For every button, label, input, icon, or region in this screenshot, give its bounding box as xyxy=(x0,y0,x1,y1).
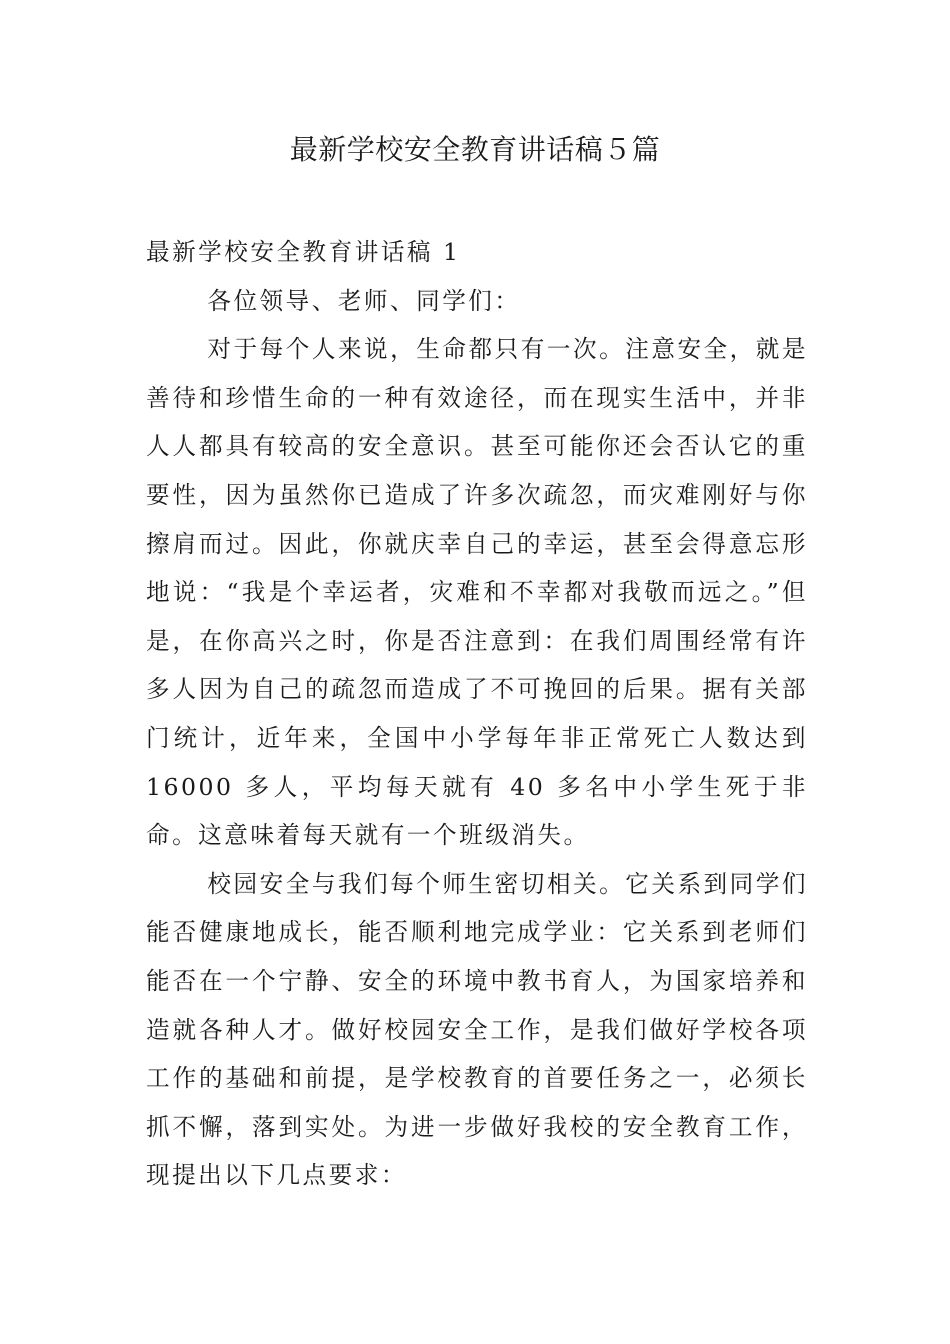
paragraph-2: 校园安全与我们每个师生密切相关。它关系到同学们能否健康地成长，能否顺利地完成学业：它关系到老师们能否在一个宁静、安全的环境中教书育人，为国家培养和造就各种人才。做好校园安全工作，是我们做好学校各项工作的基础和前提，是学校教育的首要任务之一，必须长抓不懈，落到实处。为进一步做好我校的安全教育工作，现提出以下几点要求： xyxy=(146,869,808,1190)
document-body xyxy=(146,228,808,1200)
salutation: 各位领导、老师、同学们： xyxy=(207,286,521,315)
paragraph-1: 对于每个人来说，生命都只有一次。注意安全，就是善待和珍惜生命的一种有效途径，而在现实生活中，并非人人都具有较高的安全意识。甚至可能你还会否认它的重要性，因为虽然你已造成了许多次疏忽，而灾难刚好与你擦肩而过。因此，你就庆幸自己的幸运，甚至会得意忘形地说：“我是个幸运者，灾难和不幸都对我敬而远之。”但是，在你高兴之时，你是否注意到：在我们周围经常有许多人因为自己的疏忽而造成了不可挽回的后果。据有关部门统计，近年来，全国中小学每年非正常死亡人数达到 16000 多人，平均每天就有 40 多名中小学生死于非命。这意味着每天就有一个班级消失。 xyxy=(146,335,808,850)
section-heading: 最新学校安全教育讲话稿 1 xyxy=(146,238,461,266)
document-title: 最新学校安全教育讲话稿５篇 xyxy=(289,133,661,166)
